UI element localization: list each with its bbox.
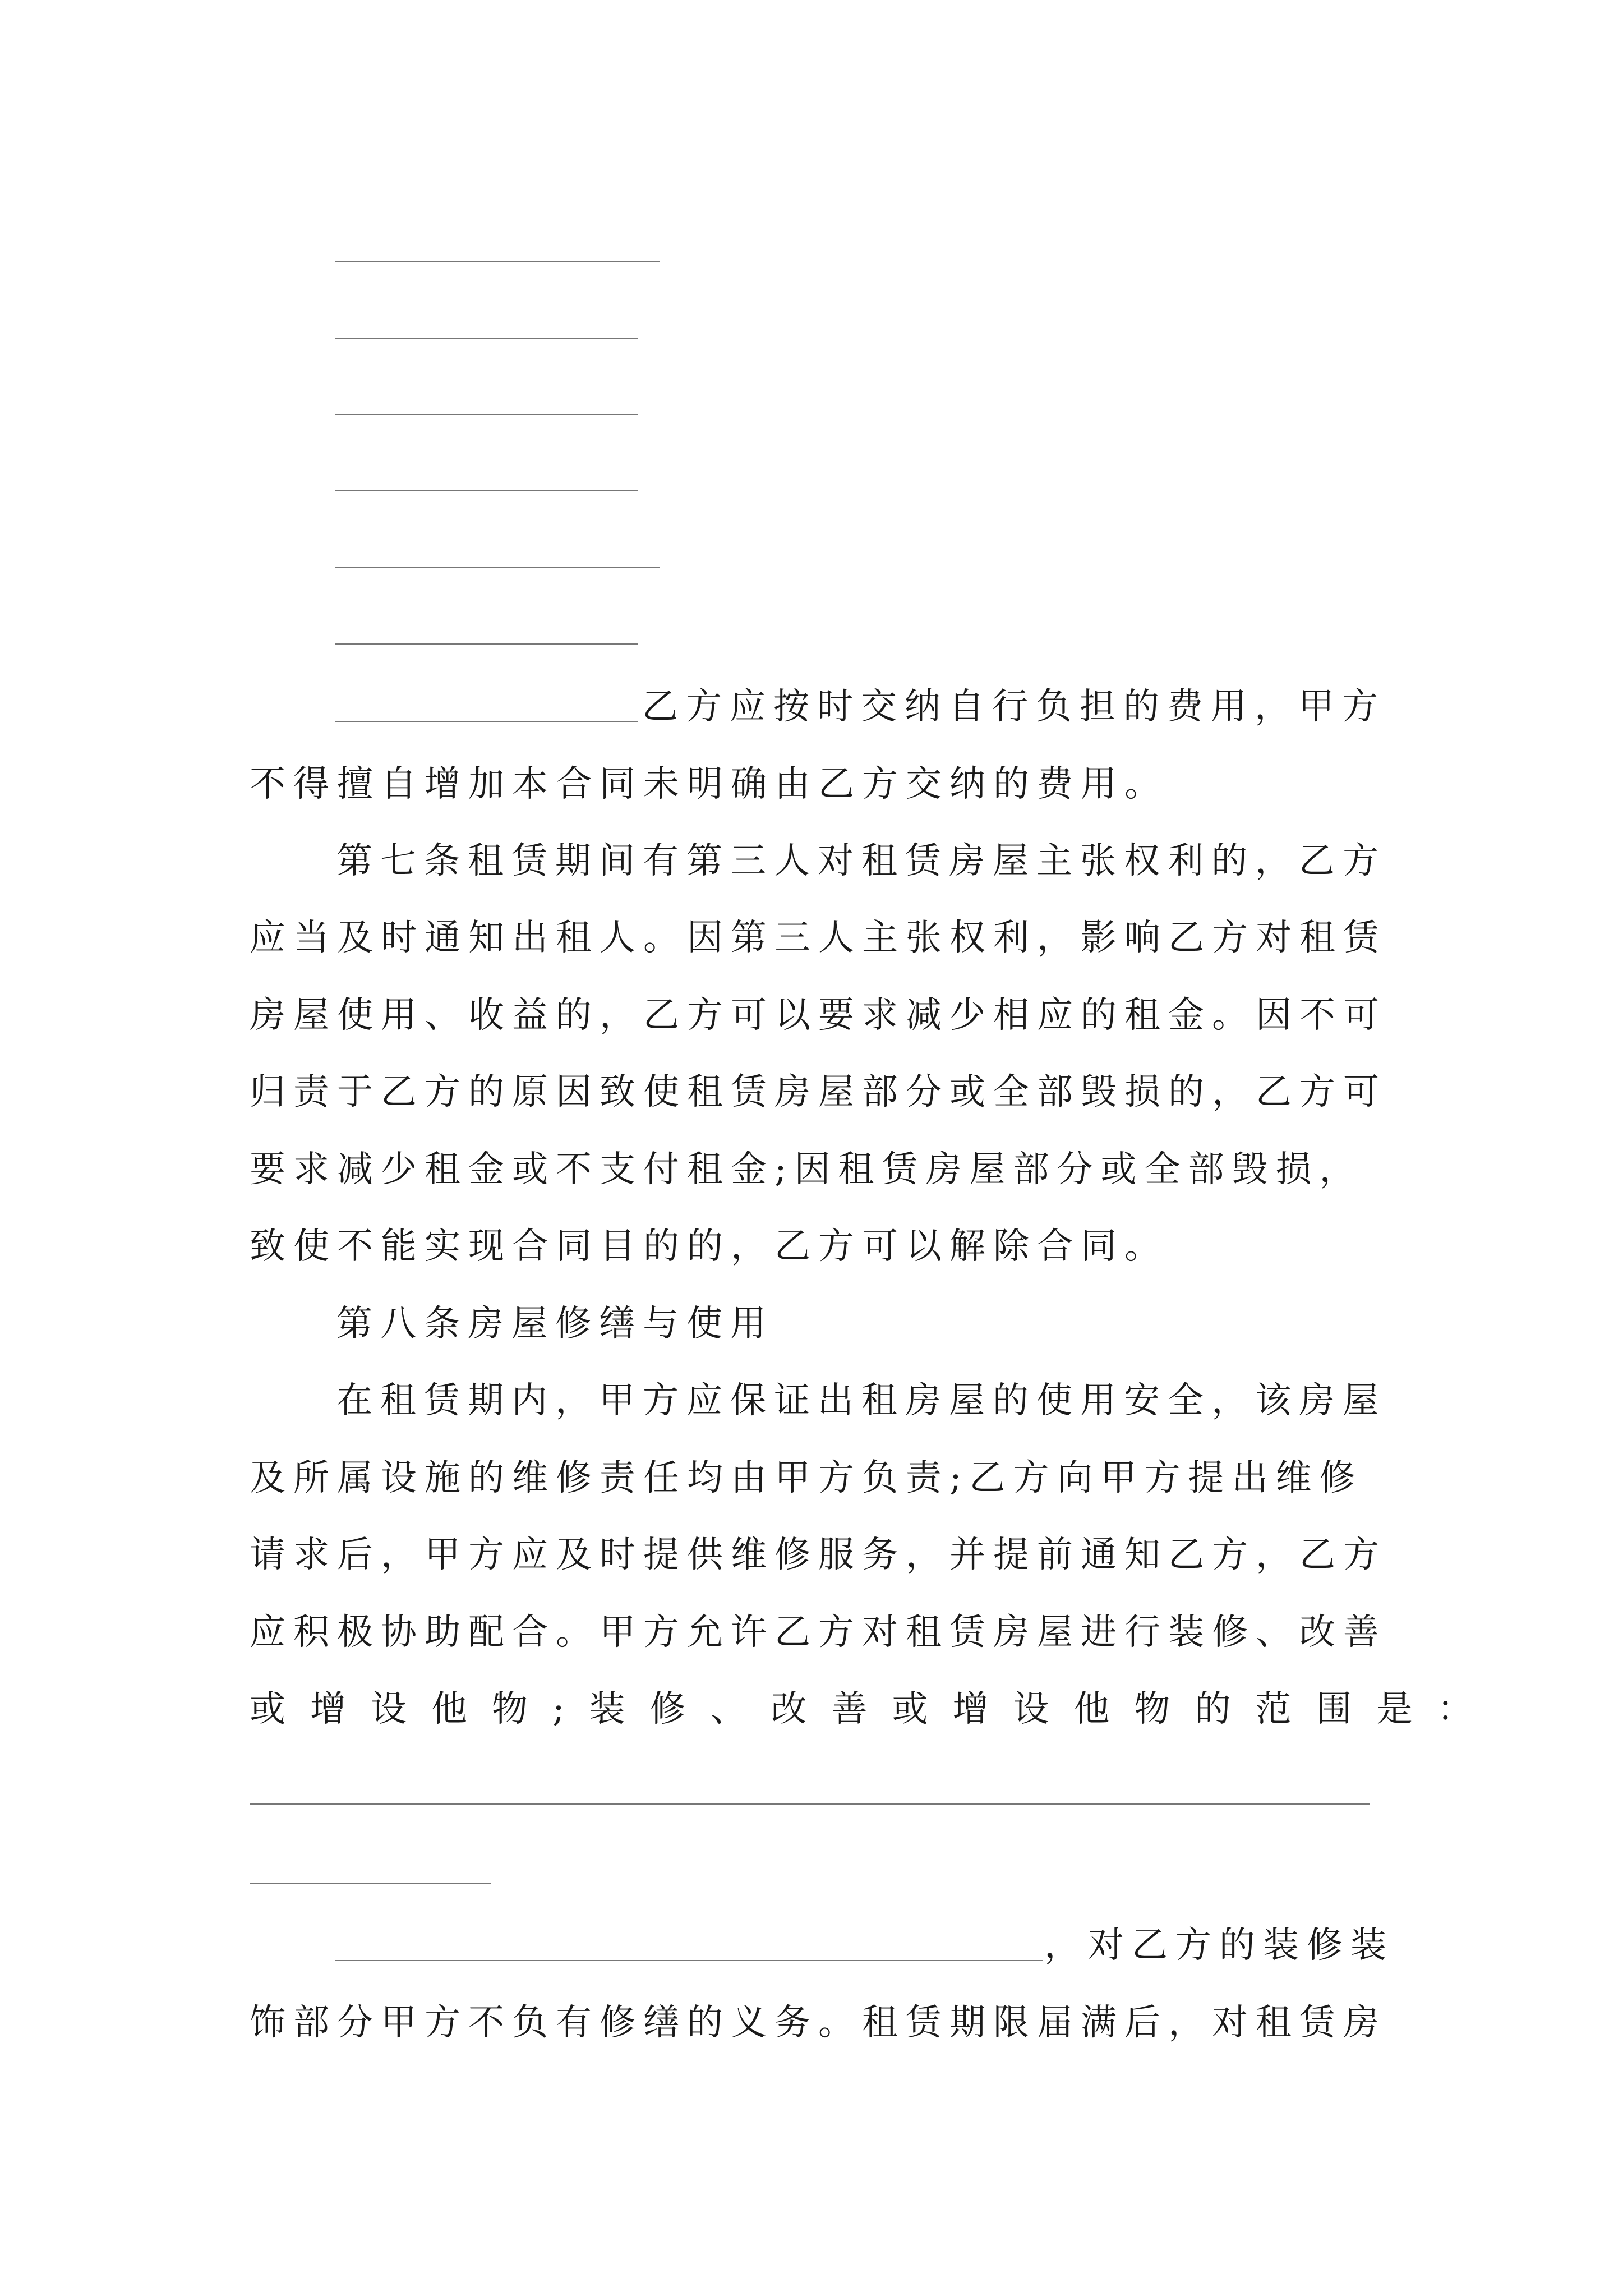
section-heading: 第八条房屋修缮与使用 [336,1303,774,1345]
fill-in-blank [335,643,638,645]
fill-in-blank [335,567,660,568]
text-span: ，对乙方的装修装 [1044,1925,1394,1966]
text-line: 致使不能实现合同目的的，乙方可以解除合同。 [250,1226,1168,1267]
fill-in-blank [250,1803,1370,1805]
paragraph-first-line: 第七条租赁期间有第三人对租赁房屋主张权利的，乙方 [336,840,1386,882]
text-line: 归责于乙方的原因致使租赁房屋部分或全部毁损的，乙方可 [250,1071,1387,1113]
text-line: 房屋使用、收益的，乙方可以要求减少相应的租金。因不可 [250,995,1387,1036]
paragraph-first-line: 在租赁期内，甲方应保证出租房屋的使用安全，该房屋 [336,1380,1386,1421]
fill-in-blank [335,490,638,491]
fill-in-blank [335,261,660,262]
text-line: 要求减少租金或不支付租金;因租赁房屋部分或全部毁损， [250,1149,1363,1190]
fill-in-blank [335,1960,1043,1961]
fill-in-blank [335,338,638,339]
text-line [642,684,1386,729]
text-line: 或增设他物;装修、改善或增设他物的范围是： [250,1688,1498,1730]
fill-in-blank [335,414,638,415]
text-line [1044,1923,1394,1968]
text-line: 及所属设施的维修责任均由甲方负责;乙方向甲方提出维修 [250,1457,1363,1499]
fill-in-blank [250,1883,491,1884]
fill-in-blank [335,721,638,722]
text-line: 饰部分甲方不负有修缮的义务。租赁期限届满后，对租赁房 [250,2002,1387,2044]
text-line: 应当及时通知出租人。因第三人主张权利，影响乙方对租赁 [250,917,1387,959]
text-line: 请求后，甲方应及时提供维修服务，并提前通知乙方，乙方 [250,1534,1387,1576]
text-line: 应积极协助配合。甲方允许乙方对租赁房屋进行装修、改善 [250,1612,1387,1653]
text-line: 不得擅自增加本合同未明确由乙方交纳的费用。 [250,763,1168,805]
text-span: 乙方应按时交纳自行负担的费用，甲方 [642,686,1386,728]
